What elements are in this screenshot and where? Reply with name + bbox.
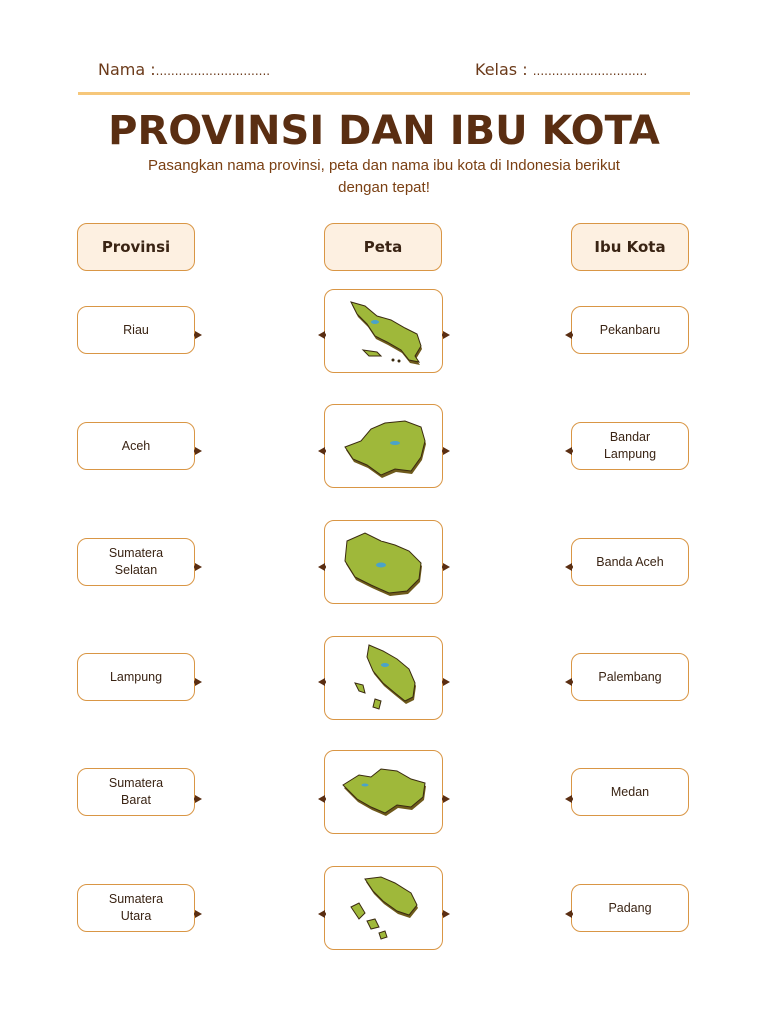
provinsi-box[interactable] [77,884,195,932]
map-card[interactable] [324,520,443,604]
ibukota-box[interactable] [571,884,689,932]
provinsi-label: Selatan [114,563,158,577]
provinsi-box[interactable] [77,422,195,470]
provinsi-label: Sumatera [108,892,164,906]
nama-blank[interactable]: .............................. [155,64,271,78]
provinsi-label: Sumatera [108,776,164,790]
ibukota-label: Lampung [603,447,657,461]
column-header-ibukota: Ibu Kota [571,223,689,271]
connector-left-icon[interactable] [563,672,573,682]
aceh-map-icon [325,290,444,374]
map-card[interactable] [324,404,443,488]
provinsi-label: Lampung [109,669,163,684]
ibukota-box[interactable] [571,538,689,586]
provinsi-label: Barat [121,793,151,807]
connector-right-icon[interactable] [442,557,452,567]
ibukota-box[interactable] [571,422,689,470]
provinsi-box[interactable] [77,306,195,354]
connector-left-icon[interactable] [316,789,326,799]
provinsi-box[interactable] [77,538,195,586]
map-card[interactable] [324,289,443,373]
connector-right-icon[interactable] [194,325,204,335]
nama-field[interactable] [98,60,270,79]
kelas-label: Kelas : [475,60,528,79]
connector-right-icon[interactable] [442,441,452,451]
connector-left-icon[interactable] [563,904,573,914]
connector-right-icon[interactable] [194,672,204,682]
connector-left-icon[interactable] [563,325,573,335]
page-title: PROVINSI DAN IBU KOTA [108,108,660,154]
ibukota-box[interactable] [571,653,689,701]
connector-left-icon[interactable] [563,441,573,451]
column-header-peta: Peta [324,223,442,271]
ibukota-label: Palembang [598,669,662,684]
provinsi-label: Riau [123,322,149,337]
sumatera-selatan-map-icon [325,521,444,605]
page-subtitle [84,155,684,199]
connector-right-icon[interactable] [442,325,452,335]
ibukota-box[interactable] [571,768,689,816]
column-header-provinsi: Provinsi [77,223,195,271]
ibukota-box[interactable] [571,306,689,354]
ibukota-label: Padang [608,900,652,915]
provinsi-label: Sumatera [108,546,164,560]
nama-label: Nama : [98,60,156,79]
ibukota-label: Banda Aceh [596,554,664,569]
connector-right-icon[interactable] [442,672,452,682]
map-card[interactable] [324,750,443,834]
subtitle-line: Pasangkan nama provinsi, peta dan nama ibu kota di Indonesia berikut [148,157,620,174]
provinsi-label: Utara [120,909,152,923]
connector-left-icon[interactable] [563,789,573,799]
connector-left-icon[interactable] [316,441,326,451]
lampung-map-icon [325,405,444,489]
connector-right-icon[interactable] [194,904,204,914]
ibukota-label: Medan [610,784,650,799]
connector-left-icon[interactable] [316,672,326,682]
connector-right-icon[interactable] [442,789,452,799]
connector-left-icon[interactable] [316,325,326,335]
kelas-blank[interactable]: .............................. [532,64,648,78]
header-divider [78,92,690,95]
connector-left-icon[interactable] [316,904,326,914]
ibukota-label: Pekanbaru [599,322,661,337]
connector-right-icon[interactable] [194,557,204,567]
connector-right-icon[interactable] [194,789,204,799]
riau-map-icon [325,751,444,835]
connector-right-icon[interactable] [194,441,204,451]
provinsi-label: Aceh [121,438,151,453]
connector-left-icon[interactable] [563,557,573,567]
kelas-field[interactable] [475,60,647,79]
provinsi-box[interactable] [77,653,195,701]
sumatera-barat-map-icon [325,867,444,951]
provinsi-box[interactable] [77,768,195,816]
subtitle-line: dengan tepat! [338,179,430,196]
sumatera-utara-map-icon [325,637,444,721]
map-card[interactable] [324,636,443,720]
map-card[interactable] [324,866,443,950]
connector-left-icon[interactable] [316,557,326,567]
ibukota-label: Bandar [609,430,651,444]
connector-right-icon[interactable] [442,904,452,914]
